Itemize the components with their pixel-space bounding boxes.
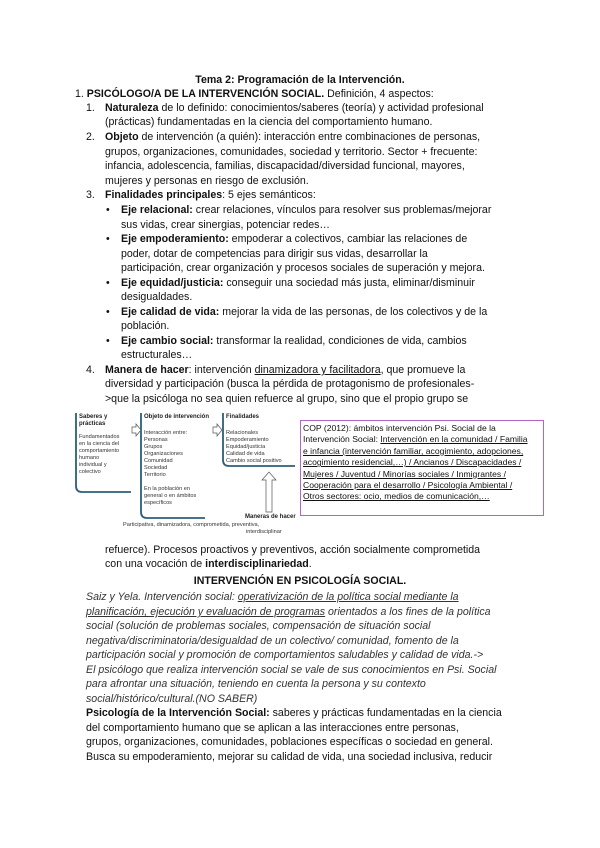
box3-heading: Finalidades [226, 414, 260, 420]
cop-box [300, 420, 544, 516]
box2-extra: En la población en [144, 486, 191, 492]
intervention-diagram [73, 410, 301, 545]
box3-line: Relacionales [226, 430, 259, 436]
item-1-line-1 [105, 101, 484, 116]
eje-cambio-label: Eje cambio social: [121, 335, 214, 347]
eje-empoderamiento-line-1 [121, 232, 467, 247]
pis-label: Psicología de la Intervención Social: [86, 707, 270, 719]
cop-line-3: e infancia (intervención familiar, acogimiento, adopciones, [303, 445, 524, 456]
eje-relacional-line-1 [121, 203, 491, 218]
section-1-rest: Definición, 4 aspectos: [324, 88, 434, 100]
section-2-heading: INTERVENCIÓN EN PSICOLOGÍA SOCIAL. [193, 575, 407, 587]
eje-calidad-text: mejorar la vida de las personas, de los colectivos y de la [219, 306, 488, 318]
cop-line-6: Cooperación para el desarrollo / Psicología Ambiental / [303, 480, 513, 491]
box2-line: Personas [144, 437, 168, 443]
box2-line: Interacción entre: [144, 430, 188, 436]
box1-line: individual y [79, 462, 107, 468]
saiz-yela-line-7: para afrontar una situación, teniendo en cuenta la persona y su contexto [86, 678, 426, 690]
item-2-label: Objeto [105, 131, 139, 143]
box1-line: comportamiento [79, 448, 120, 454]
item-2-text: de intervención (a quién): interacción entre combinaciones de personas, [138, 131, 481, 143]
pis-line-4: Busca su empoderamiento, mejorar su calidad de vida, una sociedad inclusiva, reducir [86, 751, 493, 763]
bullet-icon: • [106, 335, 110, 347]
item-1-line-2: (prácticas) fundamentadas en la ciencia del comportamiento humano. [105, 116, 433, 128]
section-1-heading [75, 87, 434, 102]
cop-line-2-b: Intervención en la comunidad / Familia [380, 434, 528, 445]
bullet-icon: • [106, 204, 110, 216]
box2-line: Organizaciones [144, 451, 183, 457]
pis-line-1 [86, 706, 502, 721]
saiz-yela-line-6: El psicólogo que realiza intervención social se vale de sus conocimientos en Psi. Social [86, 664, 497, 676]
saiz-yela-line-5: participación social y promoción de comportamientos saludables y calidad de vida.-> [86, 649, 484, 661]
saiz-yela-line-1 [86, 590, 459, 605]
eje-equidad-line-1 [121, 276, 475, 291]
item-4-label: Manera de hacer [105, 364, 189, 376]
box1-heading-1: Saberes y [79, 414, 108, 420]
cop-line-5: Mujeres / Juventud / Minorías sociales / Inmigrantes / [303, 468, 506, 479]
item-1-text: de lo definido: conocimientos/saberes (teoría) y actividad profesional [158, 102, 484, 114]
cop-line-2 [303, 434, 543, 445]
cop-line-7: Otros sectores: ocio, medios de comunicación,… [303, 491, 490, 502]
bullet-icon: • [106, 233, 110, 245]
item-4-number: 4. [86, 364, 95, 376]
cop-line-1: COP (2012): ámbitos intervención Psi. Social de la [303, 423, 496, 433]
saiz-yela-line-4: negativa/discriminatoria/desigualdad de un colectivo/ comunidad, fomento de la [86, 635, 459, 647]
item-1-label: Naturaleza [105, 102, 159, 114]
eje-calidad-line-1 [121, 305, 487, 320]
eje-empoderamiento-text: empoderar a colectivos, cambiar las relaciones de [228, 233, 468, 245]
box2-line: Comunidad [144, 458, 173, 464]
eje-equidad-text: conseguir una sociedad más justa, eliminar/disminuir [223, 277, 475, 289]
box1-line: colectivo [79, 469, 101, 475]
saiz-yela-line-2 [86, 605, 491, 620]
manera-heading: Maneras de hacer [245, 514, 296, 520]
box2-extra: específicos [144, 500, 172, 506]
page-title: Tema 2: Programación de la Intervención. [195, 74, 405, 86]
item-2-number: 2. [86, 131, 95, 143]
box1-line: en la ciencia del [79, 441, 120, 447]
box3-line: Cambio social positivo [226, 458, 282, 464]
item-4-line-4: refuerce). Procesos proactivos y preventivos, acción socialmente comprometida [105, 544, 481, 556]
eje-relacional-text: crear relaciones, vínculos para resolver sus problemas/mejorar [192, 204, 492, 216]
item-4-text-b: , que promueve la [380, 364, 466, 376]
item-4-line-5-bold: interdisciplinariedad [205, 558, 309, 570]
pis-line-3: grupos, organizaciones, comunidades, poblaciones específicas o sociedad en general. [86, 736, 493, 748]
item-4-text-underlined: dinamizadora y facilitadora [254, 364, 381, 376]
eje-empoderamiento-label: Eje empoderamiento: [121, 233, 229, 245]
box3-line: Calidad de vida [226, 451, 265, 457]
cop-line-2-a: Intervención Social: [303, 434, 381, 445]
item-1-number: 1. [86, 102, 95, 114]
box3-line: Equidad/justicia [226, 444, 266, 450]
item-3-text: : 5 ejes semánticos: [222, 189, 316, 201]
box1-line: humano [79, 455, 100, 461]
box1-line: Fundamentados [79, 434, 120, 440]
pis-line-2: del comportamiento humano que se aplican a las interacciones entre personas, [86, 722, 459, 734]
eje-equidad-label: Eje equidad/justicia: [121, 277, 224, 289]
saiz-yela-line-2-u: planificación, ejecución y evaluación de programas [86, 606, 326, 618]
section-1-title: PSICÓLOGO/A DE LA INTERVENCIÓN SOCIAL. [86, 88, 325, 100]
saiz-yela-line-3: social (solución de problemas sociales, compensación de situación social [86, 620, 431, 632]
item-4-line-5 [105, 557, 312, 572]
saiz-yela-line-1-a: Saiz y Yela. Intervención social: [86, 591, 238, 603]
pis-line-1-text: saberes y prácticas fundamentadas en la ciencia [269, 707, 502, 719]
eje-calidad-label: Eje calidad de vida: [121, 306, 220, 318]
section-1-number: 1. [75, 88, 84, 100]
manera-line-2: interdisciplinar [246, 529, 282, 535]
item-2-line-1 [105, 130, 480, 145]
eje-relacional-line-2: sus vidas, crear sinergias, potenciar redes… [121, 219, 331, 231]
eje-cambio-text: transformar la realidad, condiciones de vida, cambios [213, 335, 467, 347]
manera-line-1: Participativa, dinamizadora, comprometida, preventiva, [123, 522, 260, 528]
item-2-line-2: grupos, organizaciones, comunidades, sociedad y territorio. Sector + frecuente: [105, 146, 478, 158]
box2-extra: general o en ámbitos [144, 493, 197, 499]
item-2-line-4: mujeres y personas en riesgo de exclusión. [105, 175, 309, 187]
saiz-yela-line-8: social/histórico/cultural.(NO SABER) [86, 693, 258, 705]
item-3-line-1 [105, 188, 316, 203]
eje-cambio-line-1 [121, 334, 467, 349]
item-4-line-2: diversidad y participación (busca la pérdida de protagonismo de profesionales- [105, 378, 475, 390]
saiz-yela-line-1-u: operativización de la política social mediante la [237, 591, 459, 603]
item-3-label: Finalidades principales [105, 189, 223, 201]
bullet-icon: • [106, 277, 110, 289]
box2-line: Grupos [144, 444, 163, 450]
eje-equidad-line-2: desigualdades. [121, 291, 193, 303]
eje-calidad-line-2: población. [121, 320, 170, 332]
box1-heading-2: prácticas [79, 421, 106, 427]
item-4-line-5-end: . [308, 558, 312, 570]
item-4-line-3: >que la psicóloga no sea quien refuerce al grupo, sino que el propio grupo se [105, 393, 469, 405]
eje-relacional-label: Eje relacional: [121, 204, 193, 216]
cop-line-4: acogimiento residencial,…) / Ancianos / Discapacidades / [303, 457, 522, 468]
box3-line: Empoderamiento [226, 437, 269, 443]
bullet-icon: • [106, 306, 110, 318]
box2-line: Territorio [144, 472, 166, 478]
saiz-yela-line-2-b: orientados a los fines de la política [325, 606, 491, 618]
eje-empoderamiento-line-3: participación, crear organización y procesos sociales de superación y mejora. [121, 262, 485, 274]
eje-cambio-line-2: estructurales… [121, 349, 193, 361]
eje-empoderamiento-line-2: poder, dotar de competencias para dirigir sus vidas, desarrollar la [121, 248, 428, 260]
item-3-number: 3. [86, 189, 95, 201]
item-4-line-5-a: con una vocación de [105, 558, 206, 570]
item-4-line-1 [105, 363, 465, 378]
box2-heading: Objeto de intervención [144, 414, 210, 420]
item-2-line-3: infancia, adolescencia, familias, discapacidad/diversidad funcional, mayores, [105, 160, 465, 172]
item-4-text-a: : intervención [188, 364, 255, 376]
box2-line: Sociedad [144, 465, 168, 471]
